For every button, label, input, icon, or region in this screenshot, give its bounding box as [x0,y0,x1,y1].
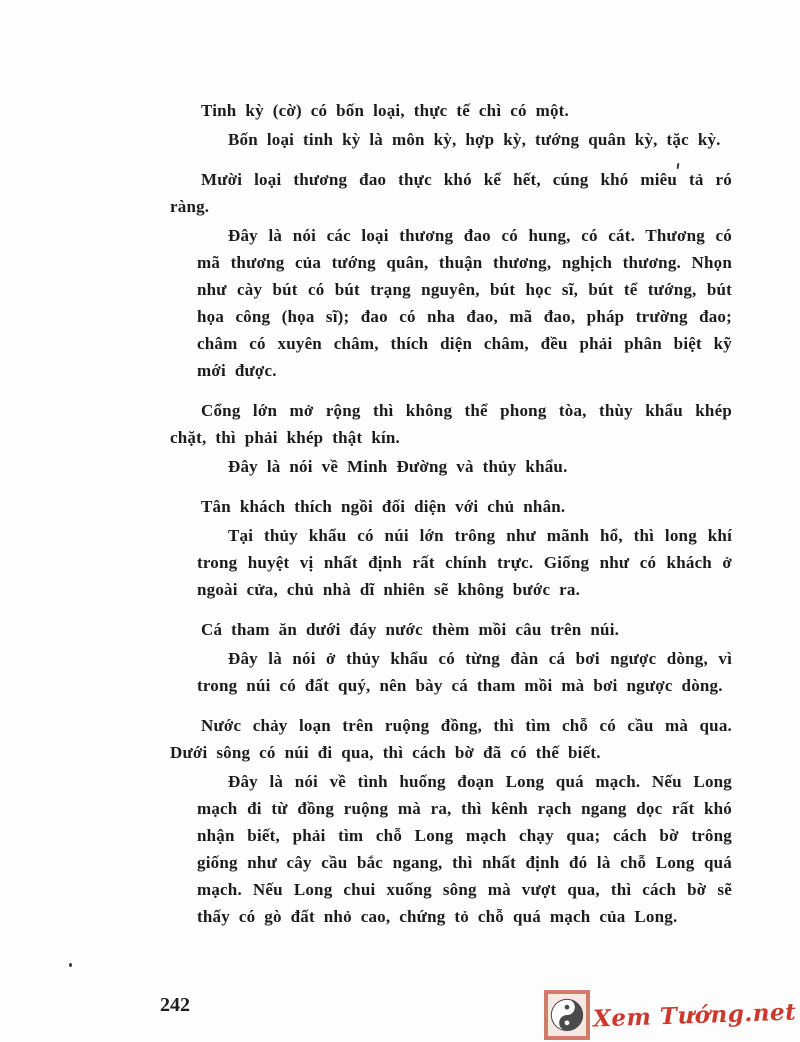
commentary-paragraph: Tại thủy khẩu có núi lớn trông như mãnh hổ, thì long khí trong huyệt vị nhất định rất chính trực. Giống như có khách ở ngoài cửa, chủ nhà dĩ nhiên sẽ không bước ra. [197,526,732,599]
watermark-text: Xem Tướng.net [592,997,797,1033]
watermark [544,990,796,1040]
commentary-paragraph: Đây là nói các loại thương đao có hung, có cát. Thương có mã thương của tướng quân, thuận thương, nghịch thương. Nhọn như cày bút có bút trạng nguyên, bút học sĩ, bút tể tướng, bút họa công (họa sĩ); đao có nha đao, mã đao, pháp trường đao; châm có xuyên châm, thích diện châm, đều phải phân biệt kỹ mới được. [197,226,732,380]
statement-paragraph: Cổng lớn mở rộng thì không thể phong tòa, thùy khẩu khép chặt, thì phải khép thật kín. [170,401,732,447]
statement-paragraph: Nước chảy loạn trên ruộng đồng, thì tìm chỗ có cầu mà qua. Dưới sông có núi đi qua, thì cách bờ đã có thế biết. [170,716,732,762]
statement-paragraph: Cá tham ăn dưới đáy nước thèm mồi câu trên núi. [201,620,620,639]
page-number: 242 [160,994,190,1016]
statement-paragraph: Tân khách thích ngồi đối diện với chủ nhân. [201,497,566,516]
commentary-paragraph: Đây là nói về tình huống đoạn Long quá mạch. Nếu Long mạch đi từ đồng ruộng mà ra, thì kênh rạch ngang dọc rất khó nhận biết, phải tìm chỗ Long mạch chạy qua; cách bờ trông giống như cây cầu bắc ngang, thì nhất định đó là chỗ Long quá mạch. Nếu Long chui xuống sông mà vượt qua, thì cách bờ sẽ thấy có gò đất nhỏ cao, chứng tỏ chỗ quá mạch của Long. [197,772,732,926]
scan-speck [69,963,72,967]
commentary-paragraph: Đây là nói về Minh Đường và thủy khẩu. [228,457,568,476]
statement-paragraph: Tinh kỳ (cờ) có bốn loại, thực tế chì có một. [201,101,569,120]
commentary-paragraph: Đây là nói ở thủy khẩu có từng đàn cá bơi ngược dòng, vì trong núi có đất quý, nên bày cá tham mồi mà bơi ngược dòng. [197,649,732,695]
commentary-paragraph: Bốn loại tinh kỳ là môn kỳ, hợp kỳ, tướng quân kỳ, tặc kỳ. [228,130,721,149]
page-body [170,97,732,930]
yin-yang-icon [544,990,590,1040]
statement-paragraph: Mười loại thương đao thực khó kể hết, cúng khó miêu tả ró ràng. [170,170,732,216]
